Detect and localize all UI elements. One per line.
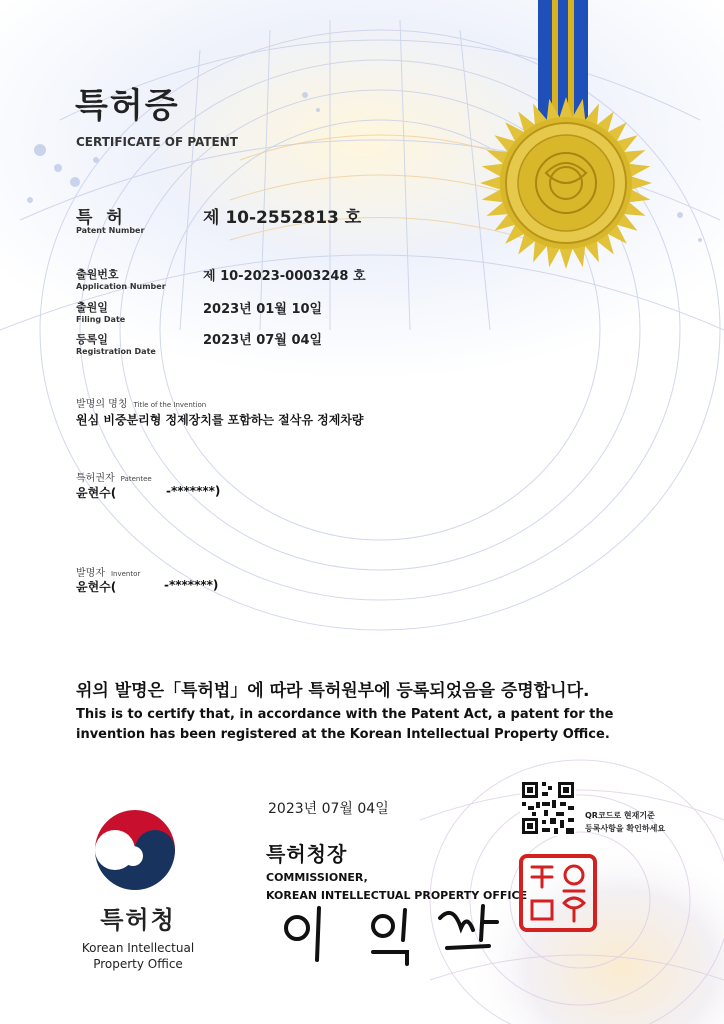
registration-date-value: 2023년 07월 04일 [203, 333, 323, 348]
official-seal-stamp [518, 853, 598, 933]
patentee-label [76, 466, 152, 485]
patentee-label-en: Patentee [120, 475, 152, 483]
commissioner-signature [275, 900, 505, 970]
certification-statement-ko: 위의 발명은「특허법」에 따라 특허원부에 등록되었음을 증명합니다. [76, 681, 590, 701]
commissioner-title-en-1: COMMISSIONER, [266, 871, 368, 884]
certificate-title-en: CERTIFICATE OF PATENT [76, 135, 238, 149]
filing-date-label-en: Filing Date [76, 315, 126, 324]
invention-label [76, 392, 206, 411]
patent-number-value: 제 10-2552813 호 [203, 208, 362, 228]
office-name-en-line1: Korean Intellectual [81, 941, 195, 955]
filing-date-value: 2023년 01월 10일 [203, 302, 323, 317]
invention-title: 원심 비중분리형 정제장치를 포함하는 절삭유 정제차량 [76, 413, 364, 427]
patentee-name: 윤현수( [76, 486, 117, 500]
invention-label-ko: 발명의 명칭 [76, 399, 128, 410]
qr-note-line2: 등록사항을 확인하세요 [585, 824, 666, 833]
application-number-label: 출원번호 [76, 268, 119, 281]
registration-date-label: 등록일 [76, 333, 108, 346]
inventor-label-en: Inventor [110, 570, 141, 578]
patent-number-label-en: Patent Number [76, 226, 145, 235]
application-number-label-en: Application Number [76, 282, 166, 291]
invention-label-en: Title of the Invention [133, 401, 207, 409]
kipo-logo [91, 806, 179, 894]
patentee-label-ko: 특허권자 [76, 473, 115, 484]
application-number-value: 제 10-2023-0003248 호 [203, 269, 366, 284]
gold-seal-emblem [476, 93, 656, 273]
certificate-title: 특허증 [75, 86, 180, 126]
office-name-en-line2: Property Office [93, 957, 183, 971]
commissioner-title: 특허청장 [266, 842, 348, 866]
patentee-id: -*******) [166, 484, 221, 498]
certification-statement-en: This is to certify that, in accordance with the Patent Act, a patent for the invention has been registered at the Korean Intellectual Property Office. [76, 707, 614, 742]
qr-code[interactable] [520, 780, 576, 836]
office-name-ko: 특허청 [100, 906, 176, 934]
inventor-name: 윤현수( [76, 580, 117, 594]
inventor-id: -*******) [164, 578, 219, 592]
office-name-en [58, 940, 218, 972]
commissioner-title-en-2: KOREAN INTELLECTUAL PROPERTY OFFICE [266, 889, 528, 902]
filing-date-label: 출원일 [76, 301, 108, 314]
inventor-label-ko: 발명자 [76, 568, 105, 579]
registration-date-label-en: Registration Date [76, 347, 156, 356]
qr-note-line1: QR코드로 현재기준 [585, 811, 655, 820]
issue-date: 2023년 07월 04일 [268, 801, 389, 817]
patent-number-label: 특 허 [76, 208, 127, 228]
qr-instruction [585, 809, 695, 835]
